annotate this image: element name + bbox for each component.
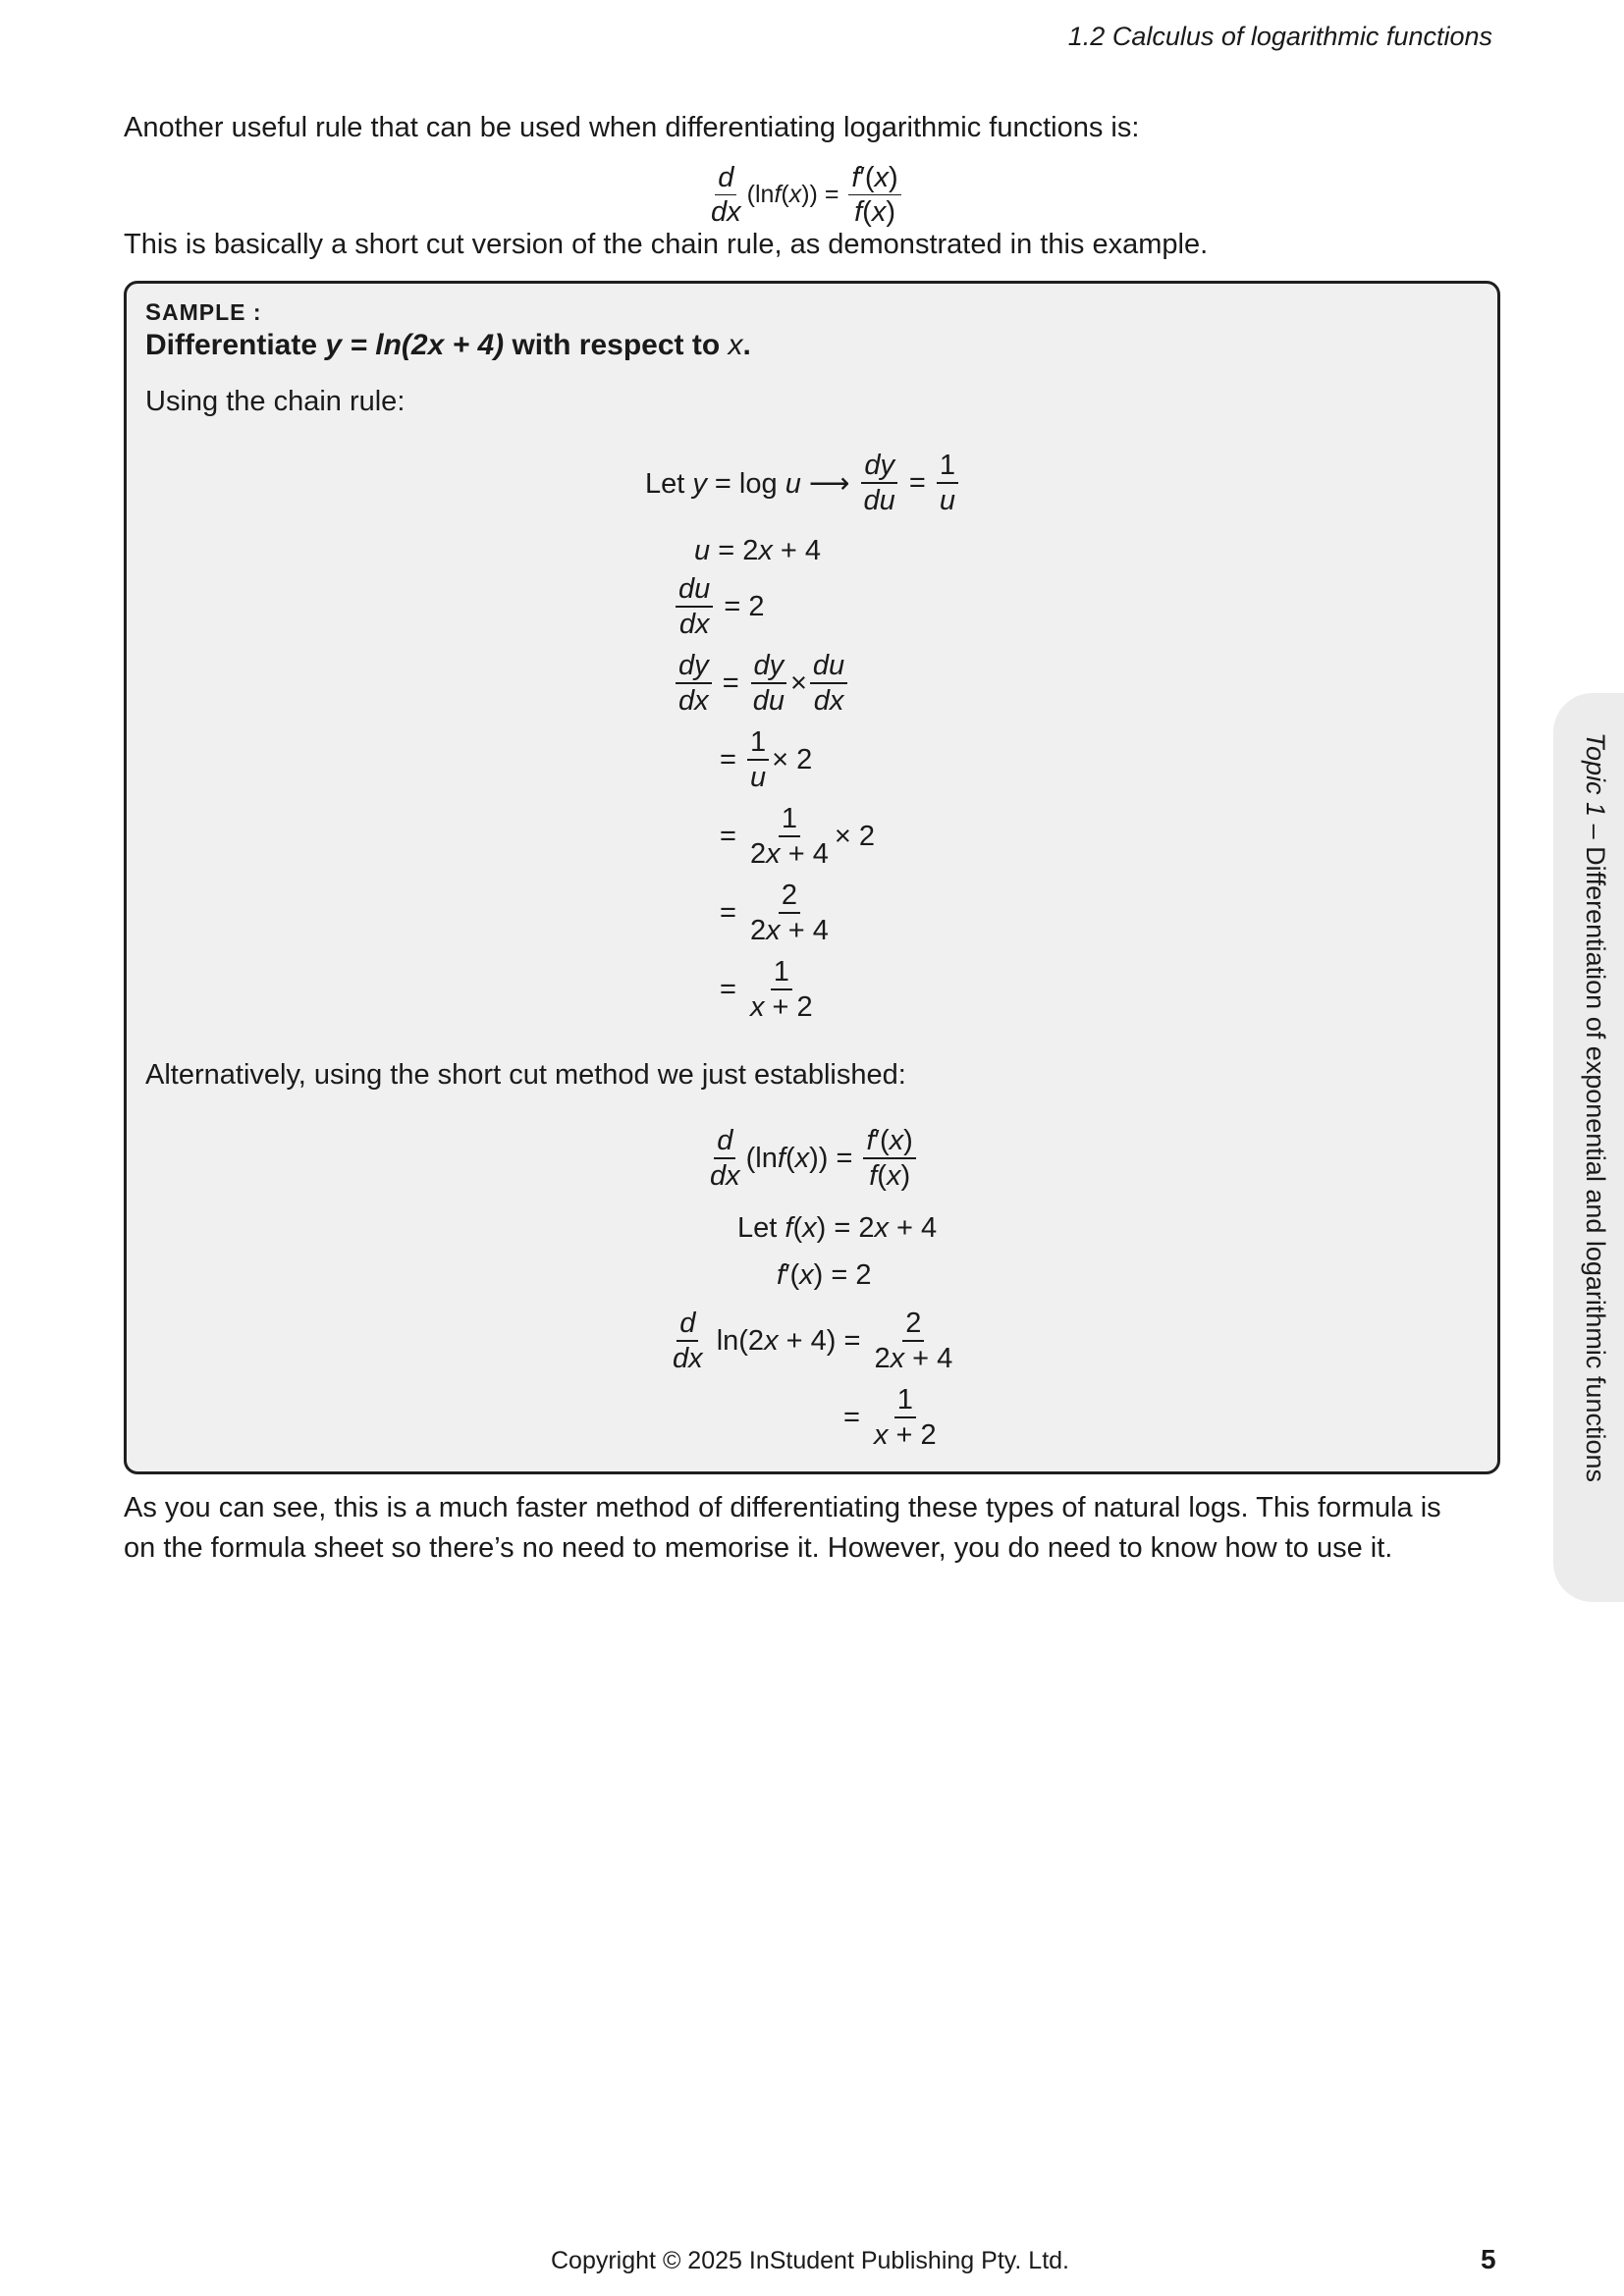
shortcut-step-3: f′(x) = 2 bbox=[777, 1259, 872, 1291]
chain-step-1: Let y = log u ⟶ $\frac{dy}{du}$ = $\frac{1}{u}$ bbox=[645, 451, 961, 516]
chain-step-4: $\frac{dy}{dx}$ = $\frac{dy}{du}$ × $\frac{du}{dx}$ bbox=[673, 651, 850, 717]
running-header: 1.2 Calculus of logarithmic functions bbox=[1067, 22, 1492, 51]
topic-number: Topic 1 bbox=[1581, 732, 1610, 818]
shortcut-step-5: = $\frac{1}{x + 2}$ bbox=[843, 1384, 937, 1452]
sample-question: Differentiate y = ln(2x + 4) with respect to x. bbox=[145, 329, 751, 361]
page-number: 5 bbox=[1481, 2244, 1496, 2274]
sample-box bbox=[124, 281, 1500, 1474]
shortcut-formula: d dx (lnf(x)) = $\frac{f'(x)}{f(x)}$ bbox=[705, 163, 904, 228]
shortcut-step-4: d dx ln(2x + 4) = $\frac{2}{2x + 4}$ bbox=[673, 1308, 953, 1375]
topic-title: Differentiation of exponential and logarithmic functions bbox=[1581, 846, 1610, 1482]
shortcut-step-2: Let f(x) = 2x + 4 bbox=[737, 1212, 938, 1244]
intro-paragraph: Another useful rule that can be used when differentiating logarithmic functions is: bbox=[124, 112, 1140, 143]
closing-line-1: As you can see, this is a much faster method of differentiating these types of natural logs. This formula is bbox=[124, 1492, 1441, 1523]
closing-line-2: on the formula sheet so there’s no need to memorise it. However, you do need to know how to use it. bbox=[124, 1532, 1393, 1564]
sample-label: SAMPLE : bbox=[145, 299, 262, 326]
shortcut-step-1: d dx (lnf(x)) = $\frac{f'(x)}{f(x)}$ bbox=[704, 1126, 919, 1192]
intro-paragraph-2: This is basically a short cut version of the chain rule, as demonstrated in this example. bbox=[124, 229, 1209, 260]
chain-step-5: = $\frac{1}{u}$ × 2 bbox=[720, 726, 813, 794]
chain-step-6: = $\frac{1}{2x + 4}$ × 2 bbox=[720, 803, 875, 871]
chain-rule-intro: Using the chain rule: bbox=[145, 386, 406, 417]
topic-side-tab: Topic 1 – Differentiation of exponential and logarithmic functions bbox=[1553, 693, 1624, 1602]
chain-step-3: $\frac{du}{dx}$ = 2 bbox=[673, 574, 764, 640]
copyright-footer: Copyright © 2025 InStudent Publishing Pty. Ltd. bbox=[551, 2247, 1070, 2274]
chain-step-2: u = 2x + 4 bbox=[694, 535, 822, 566]
chain-step-7: = $\frac{2}{2x + 4}$ bbox=[720, 880, 829, 947]
shortcut-intro: Alternatively, using the short cut method we just established: bbox=[145, 1059, 906, 1091]
chain-step-8: = $\frac{1}{x + 2}$ bbox=[720, 956, 813, 1024]
